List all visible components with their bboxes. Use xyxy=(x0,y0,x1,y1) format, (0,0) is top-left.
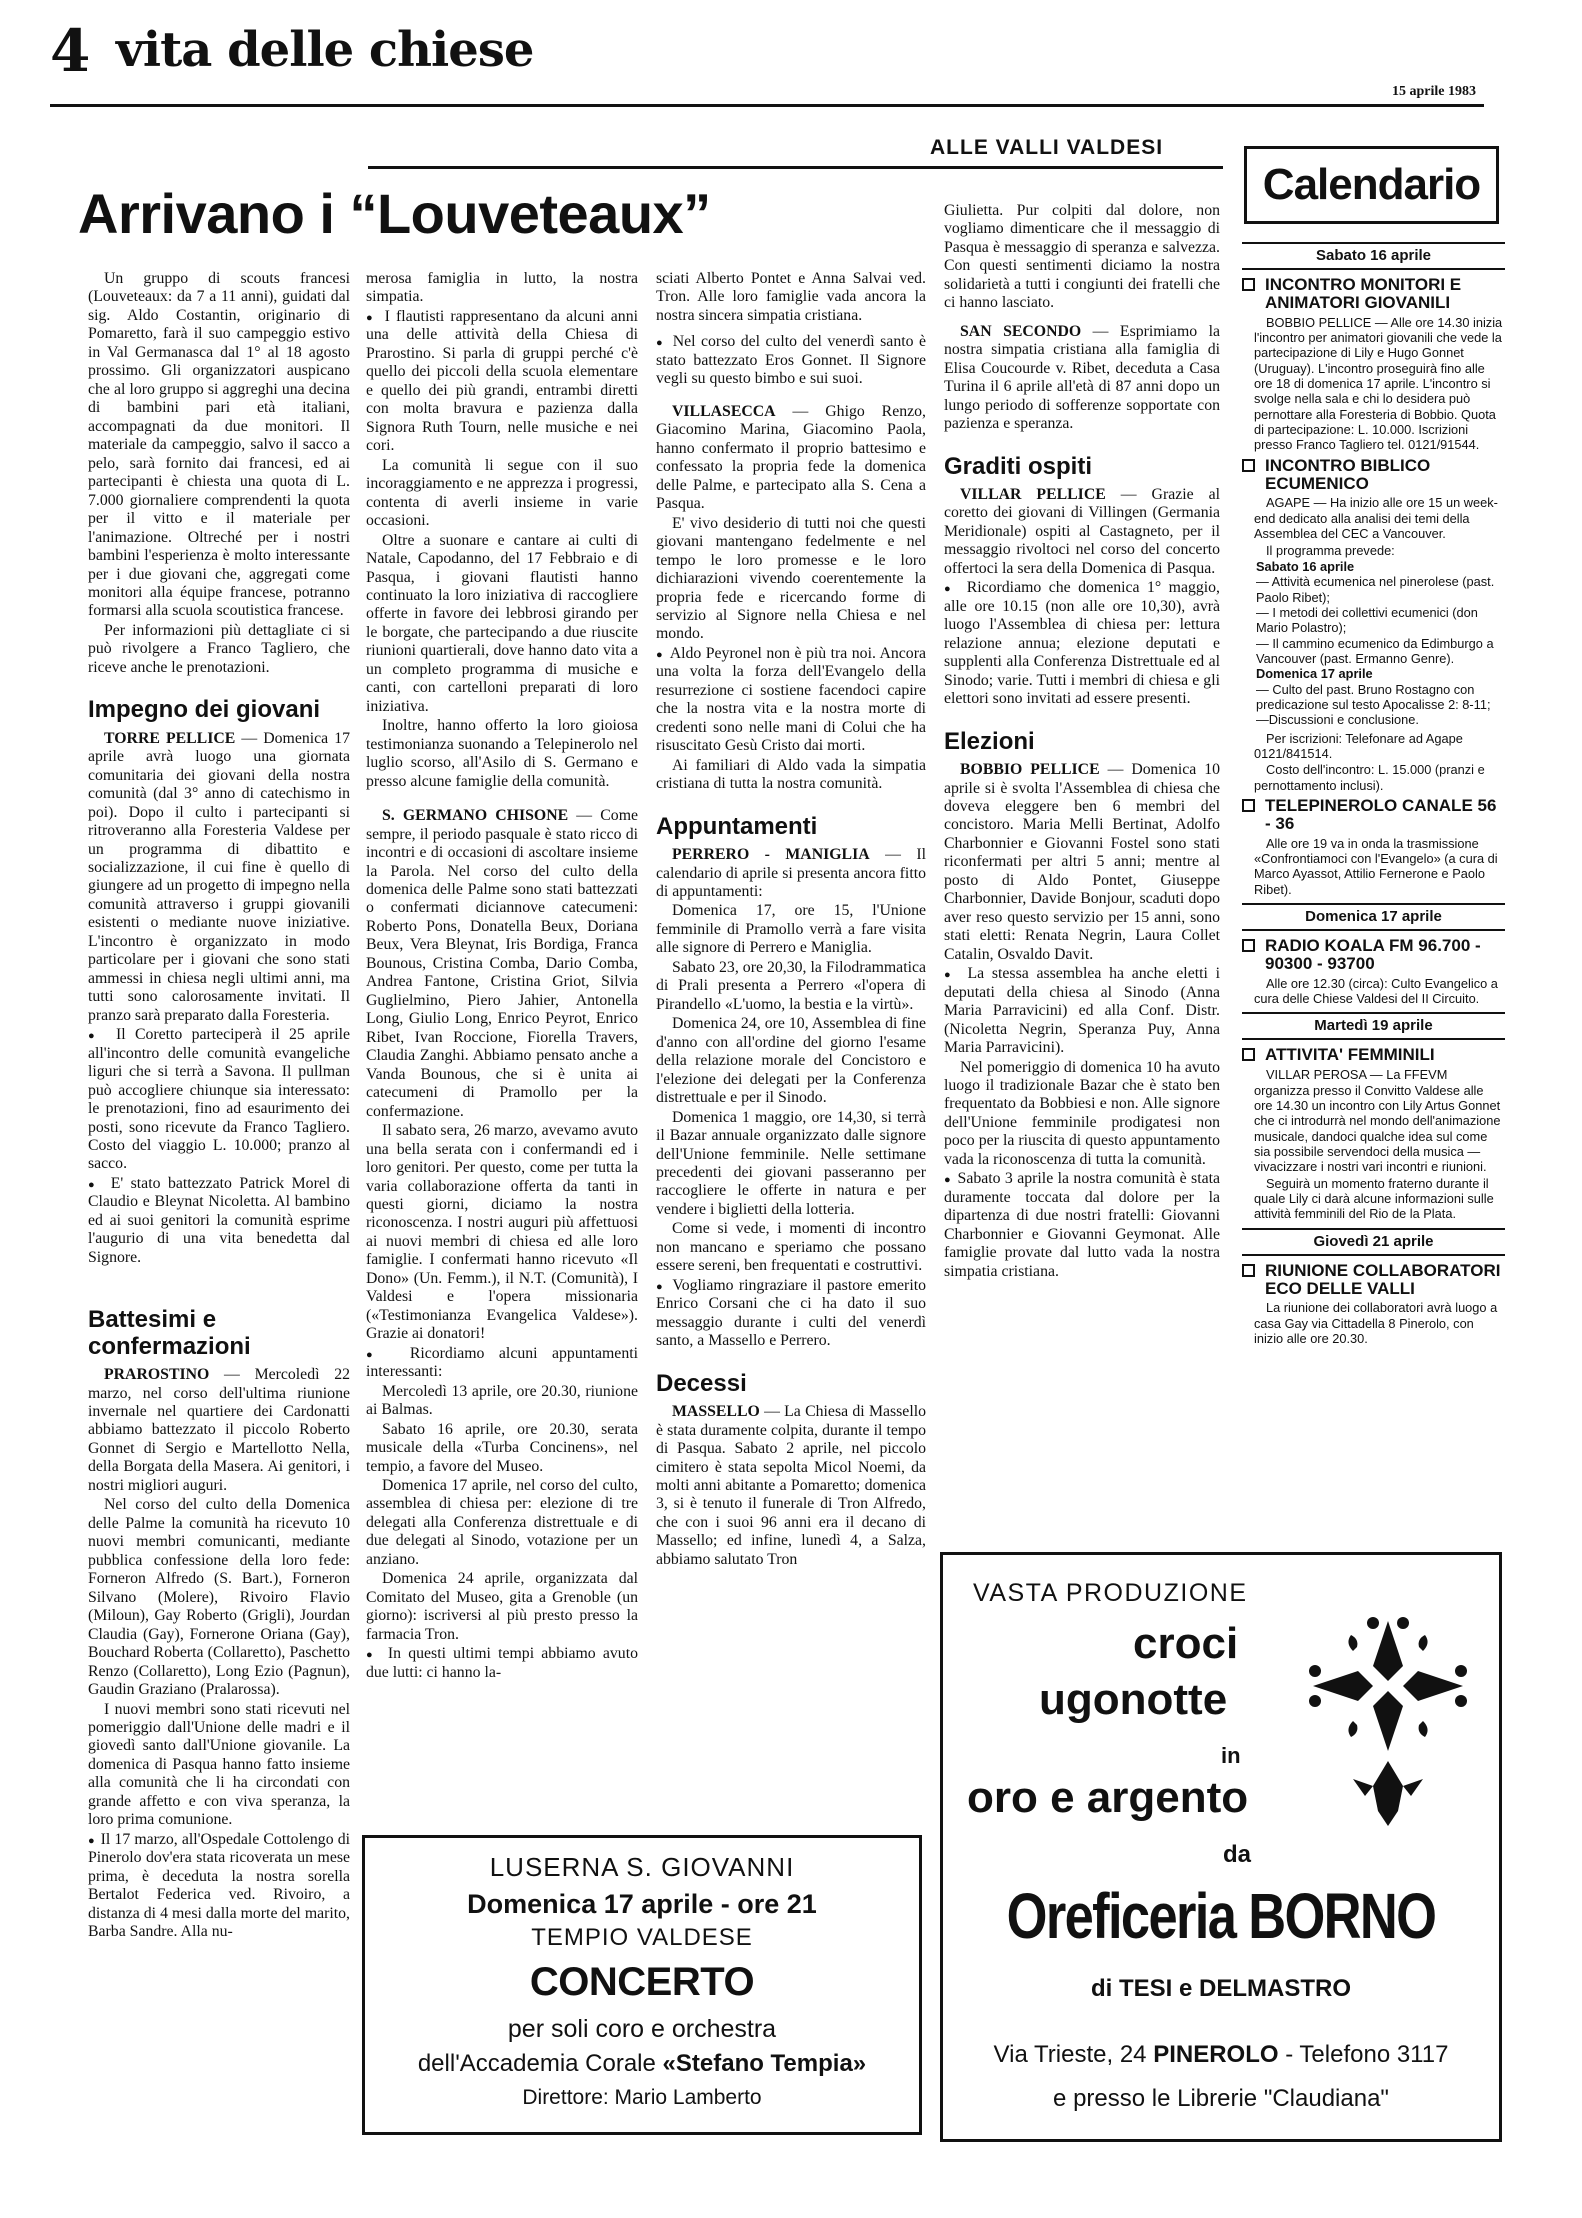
ad-line: e presso le Librerie "Claudiana" xyxy=(1053,2085,1389,2112)
ad-line: da xyxy=(1223,1841,1252,1868)
paragraph: Domenica 17 aprile, nel corso del culto, assemblea di chiesa per: elezione di tre delegati alla Conferenza distrettuale e di due delegati al Sinodo, votazione per un anziano. xyxy=(366,1477,638,1568)
paragraph: sciati Alberto Pontet e Anna Salvai ved. Tron. Alle loro famiglie vada ancora la nostra sincera simpatia cristiana. xyxy=(656,270,926,324)
paragraph: Giulietta. Pur colpiti dal dolore, non vogliamo dimenticare che il messaggio di Pasqua è messaggio di speranza e salvezza. Con questi sentimenti diciamo la nostra solidarietà a tutti i congiunti dei fratelli che ci hanno lasciato. xyxy=(944,202,1220,312)
calendar-program-list: Sabato 16 aprile — Attività ecumenica nel pinerolese (past. Paolo Ribet); — I metodi dei collettivi ecumenici (don Mario Polastro); — Il cammino ecumenico da Edimburgo a Vancouver (past. Ermanno Genre). Domenica 17 aprile — Culto del past. Bruno Rostagno con predicazione sul testo Apocalisse 2: 8-11; —Discussioni e conclusione. xyxy=(1256,558,1495,728)
place-name: MASSELLO xyxy=(672,1403,760,1421)
calendar-entry-body: Alle ore 19 va in onda la trasmissione «Confrontiamoci con l'Evangelo» (a cura di Marco Ayassot, Attilio Fernerone e Paolo Ribet). xyxy=(1254,835,1498,897)
paragraph: ● La stessa assemblea ha anche eletti i deputati della chiesa al Sinodo (Anna Maria Parravicini) ed alla Conf. Distr. (Nicoletta Negrin, Speranza Puy, Anna Maria Parravicini). xyxy=(944,965,1220,1057)
paragraph: Un gruppo di scouts francesi (Louveteaux: da 7 a 11 anni), guidati dal sig. Aldo Costantin, originario di Pomaretto, farà il suo campeggio estivo in Val Germanasca dal 1° al 18 agosto prossimo. Gli organizzatori auspicano che al loro gruppo si aggreghi una decina di bambini pari età italiani, accompagnati da due monitori. Il materiale da campeggio, salvo il sacco a pelo, sarà fornito dai francesi, ed ai partecipanti è chiesta una quota di L. 7.000 giornaliere comprendenti la quota per il vitto e il materiale per l'animazione. Oltreché per i nostri bambini l'esperienza è molto interessante per i due giovani che, aggregati come monitori alla équipe francese, potranno formarsi alla scuola scoutistica francese. xyxy=(88,270,350,620)
subheading: Impegno dei giovani xyxy=(88,696,321,724)
subheading: Elezioni xyxy=(944,727,1035,755)
paragraph: — Il calendario di aprile si presenta ancora fitto di appuntamenti: xyxy=(656,846,926,900)
masthead-rule xyxy=(50,104,1484,107)
subheading: Battesimi e confermazioni xyxy=(88,1306,251,1360)
paragraph: ● Sabato 3 aprile la nostra comunità è stata duramente toccata dal dolore per la dipartenza di due nostri fratelli: Giovanni Charbonnier e Giovanni Geymonat. Alle famiglie provate dal lutto vada la nostra simpatia cristiana. xyxy=(944,1170,1220,1281)
paragraph: ● Ricordiamo alcuni appuntamenti interessanti: xyxy=(366,1345,638,1382)
paragraph: ● Aldo Peyronel non è più tra noi. Ancora una volta la forza dell'Evangelo della resurrezione ci sostiene facendoci capire che la nostra vita e la nostra morte di credenti sono nelle mani di Colui che ha risuscitato Gesù Cristo dai morti. xyxy=(656,645,926,756)
huguenot-cross-icon xyxy=(1303,1611,1473,1831)
paragraph: — Domenica 17 aprile avrà luogo una giornata comunitaria dei giovani della nostra comunità (dal 3° anno di catechismo in poi). Dopo il culto i partecipanti si ritroveranno alla Foresteria Valdese per un programma di dibattito e socializzazione, il cui fine è quello di giungere ad un progetto di impegno nella comunità attraverso i gruppi giovanili esistenti o mediante nuove iniziative. L'incontro è organizzato in modo particolare per i giovani che sono stati ammessi in chiesa negli ultimi anni, ma tutti sono calorosamente invitati. Il pranzo sarà preparato dalla Foresteria. xyxy=(88,729,350,1024)
place-name: VILLASECCA xyxy=(672,402,776,420)
paragraph: Per informazioni più dettagliate ci si può rivolgere a Franco Tagliero, che riceve anche le prenotazioni. xyxy=(88,621,350,676)
paragraph: — Domenica 10 aprile si è svolta l'Assemblea di chiesa che doveva eleggere ben 6 membri del concistoro. Maria Melli Bertinat, Adolfo Charbonnier e Giovanni Fostel sono stati riconfermati per altri 5 anni; mentre al posto di Aldo Pontet, Giuseppe Charbonnier, Davide Bonjour, scaduti dopo aver reso questo servizio per 15 anni, sono stati eletti: Renata Negrin, Laura Collet Catalin, Osvaldo Davit. xyxy=(944,761,1220,963)
place-name: SAN SECONDO xyxy=(960,322,1082,340)
paragraph: — Grazie al coretto dei giovani di Villingen (Germania Meridionale) ospiti al Castagneto, per il messaggio rivoltoci nel corso del concerto offertoci la sera della Domenica di Pasqua. xyxy=(944,486,1220,577)
paragraph: Oltre a suonare e cantare ai culti di Natale, Capodanno, del 17 Febbraio e di Pasqua, i giovani flautisti hanno continuato la loro iniziativa di raccogliere offerte in favore dei lebbrosi girando per le borgate, che partecipando a due riuscite riunioni quartierali, dove hanno dato vita a un completo programma di musiche e canti, con cartelloni preparati di loro iniziativa. xyxy=(366,531,638,715)
place-name: VILLAR PELLICE xyxy=(960,486,1106,504)
column-1 xyxy=(88,270,350,1943)
kicker-rule xyxy=(368,166,1223,169)
paragraph: ● Nel corso del culto del venerdì santo è stato battezzato Eros Gonnet. Il Signore vegli su questo bimbo e sui suoi. xyxy=(656,333,926,388)
paragraph: Nel corso del culto della Domenica delle Palme la comunità ha ricevuto 10 nuovi membri comunicanti, mediante pubblica confessione della loro fede: Forneron Alfredo (S. Bart.), Forneron Silvano (Molere), Rivoiro Flavio (Miloun), Gay Roberto (Grigli), Jourdan Claudia (Gay), Fornerone Oriana (Gay), Bouchard Roberta (Collaretto), Paschetto Renzo (Collaretto), Long Ezio (Pagnun), Gaudin Graziano (Pralarossa). xyxy=(88,1496,350,1699)
ad-line: CONCERTO xyxy=(529,1960,755,2004)
paragraph: ● Ricordiamo che domenica 1° maggio, alle ore 10.15 (non alle ore 10,30), avrà luogo l'Assemblea di chiesa per: lettura relazione annua; elezione deputati e supplenti alla Conferenza Distrettuale ed al Sinodo; varie. Tutti i membri di chiesa e gli elettori sono invitati ad essere presenti. xyxy=(944,579,1220,708)
ad-line: Via Trieste, 24 PINEROLO - Telefono 3117 xyxy=(993,2041,1449,2068)
ad-line: Domenica 17 aprile - ore 21 xyxy=(467,1889,817,1919)
kicker: ALLE VALLI VALDESI xyxy=(930,136,1164,159)
paragraph: Sabato 23, ore 20,30, la Filodrammatica di Prali presenta a Perrero «l'opera di Pirandello «L'uomo, la bestia e la virtù». xyxy=(656,958,926,1013)
calendar-entry-title: RADIO KOALA FM 96.700 - 90300 - 93700 xyxy=(1242,937,1505,973)
calendar-entry-body: BOBBIO PELLICE — Alle ore 14.30 inizia l'incontro per animatori giovanili che vede la partecipazione di Lily e Hugo Gonnet (Uruguay). L'incontro proseguirà fino alle ore 18 di domenica 17 aprile. L'incontro si svolge nella sala e chi lo desidera può pernottare alla Foresteria di Bobbio. Quota di partecipazione: L. 10.000. Iscrizioni presso Franco Tagliero tel. 0121/91544. xyxy=(1254,314,1503,453)
paragraph: — La Chiesa di Massello è stata duramente colpita, durante il tempo di Pasqua. Sabato 2 aprile, nel piccolo cimitero è stata sepolta Micol Noemi, da molti anni abitante a Pomaretto; domenica 3, si è tenuto il funerale di Tron Alfredo, che con i suoi 96 anni era il decano di Massello; ed infine, lunedì 4, a Salza, abbiamo salutato Tron xyxy=(656,1403,926,1568)
paragraph: — Ghigo Renzo, Giacomino Marina, Giacomino Paola, hanno confermato il proprio battesimo e confessato la propria fede la domenica delle Palme, e partecipato alla S. Cena a Pasqua. xyxy=(656,402,926,513)
paragraph: Sabato 16 aprile, ore 20.30, serata musicale della «Turba Concinens», nel tempio, a favore del Museo. xyxy=(366,1420,638,1475)
paragraph: ● Il Coretto parteciperà il 25 aprile all'incontro delle comunità evangeliche liguri che si terrà a Savona. Il pullman può accogliere chiunque sia interessato: le prenotazioni, fino ad esaurimento dei posti, sono ricevute da Franco Tagliero. Costo del viaggio L. 10.000; pranzo al sacco. xyxy=(88,1026,350,1174)
ad-line: LUSERNA S. GIOVANNI xyxy=(489,1852,795,1882)
paragraph: Inoltre, hanno offerto la loro gioiosa testimonianza suonando a Telepinerolo nel luglio scorso, all'Asilo di S. Germano e presso alcune famiglie della comunità. xyxy=(366,717,638,790)
ad-line: ugonotte xyxy=(1039,1675,1228,1724)
checkbox-icon xyxy=(1242,459,1255,472)
paragraph: ● Il 17 marzo, all'Ospedale Cottolengo di Pinerolo dov'era stata ricoverata un mese prima, è deceduta la nostra sorella Bertalot Federica ved. Rivoiro, a distanza di 4 mesi dalla morte del marito, Barba Sandre. Alla nu- xyxy=(88,1831,350,1942)
paragraph: ● In questi ultimi tempi abbiamo avuto due lutti: ci hanno la- xyxy=(366,1645,638,1682)
paragraph: — Esprimiamo la nostra simpatia cristiana alla famiglia di Elisa Coucourde v. Ribet, deceduta a Casa Turina il 6 aprile all'età di 87 anni dopo un lungo periodo di sofferenze sopportate con pazienza e speranza. xyxy=(944,322,1220,433)
ad-brand: Oreficeria BORNO xyxy=(1006,1880,1436,1952)
ad-line: per soli coro e orchestra xyxy=(507,2015,777,2043)
paragraph: Mercoledì 13 aprile, ore 20.30, riunione ai Balmas. xyxy=(366,1382,638,1419)
paragraph: ● Vogliamo ringraziare il pastore emerito Enrico Corsani che ci ha dato il suo messaggio durante i culti del venerdì santo, a Massello e Perrero. xyxy=(656,1277,926,1351)
calendar-entry-body: VILLAR PEROSA — La FFEVM organizza presso il Convitto Valdese alle ore 14.30 un incontro con Lily Artus Gonnet che ci introdurrà nel mondo dell'animazione musicale, dandoci qualche idea sul come sia possibile servendoci della musica — vivacizzare i nostri vari incontri e riunioni. Seguirà un momento fraterno durante il quale Lily ci darà alcune informazioni sulle attività femminili del Rio de la Plata. xyxy=(1254,1067,1501,1222)
checkbox-icon xyxy=(1242,1264,1255,1277)
paragraph: ● I flautisti rappresentano da alcuni anni una delle attività della Chiesa di Prarostino. Si parla di gruppi perché c'è quello dei piccoli della scuola elementare e quello dei più grandi, entrambi diretti con molta bravura e pazienza dalla Signora Ruth Tourn, nelle musiche e nei cori. xyxy=(366,308,638,456)
paragraph: La comunità li segue con il suo incoraggiamento e ne apprezza i progressi, contenta di averli insieme in varie occasioni. xyxy=(366,456,638,530)
column-4 xyxy=(944,202,1220,1282)
calendar-entry-title: TELEPINEROLO CANALE 56 - 36 xyxy=(1242,797,1505,833)
place-name: PRAROSTINO xyxy=(104,1366,210,1384)
calendar-entry-body: La riunione dei collaboratori avrà luogo a casa Gay via Cittadella 8 Pinerolo, con inizio alle ore 20.30. xyxy=(1254,1300,1498,1347)
checkbox-icon xyxy=(1242,1048,1255,1061)
calendar-entry-title: INCONTRO BIBLICO ECUMENICO xyxy=(1242,457,1505,493)
checkbox-icon xyxy=(1242,278,1255,291)
ad-line: oro e argento xyxy=(967,1773,1249,1822)
calendar-entry-body: AGAPE — Ha inizio alle ore 15 un week-end dedicato alla analisi dei temi della Assemblea del CEC a Vancouver. Il programma prevede: xyxy=(1254,495,1498,558)
column-3 xyxy=(656,270,926,1570)
paragraph: — Come sempre, il periodo pasquale è stato ricco di incontri e di occasioni di ascoltare insieme la Parola. Nel corso del culto della domenica delle Palme sono stati battezzati o confermati diciannove catecumeni: Roberto Pons, Donatella Beux, Doriana Beux, Vera Bleynat, Iris Bordiga, Franca Bounous, Cristina Comba, Dario Comba, Andrea Fantone, Cristina Griot, Silvia Guglielmino, Piero Jahier, Antonella Long, Giulio Long, Enrico Peyrot, Enrico Ribet, Ivan Roccione, Fiorella Travers, Claudia Zanghi. Abbiamo pensato anche a Vanda Bounous, che si è unita ai catecumeni di Pramollo per la confermazione. xyxy=(366,807,638,1120)
paragraph: Come si vede, i momenti di incontro non mancano e speriamo che possano essere sereni, ben frequentati e costruttivi. xyxy=(656,1220,926,1275)
checkbox-icon xyxy=(1242,799,1255,812)
concert-advertisement xyxy=(362,1835,922,2135)
subheading: Appuntamenti xyxy=(656,812,818,840)
ad-line: Direttore: Mario Lamberto xyxy=(522,2086,762,2109)
paragraph: Domenica 24 aprile, organizzata dal Comitato del Museo, gita a Grenoble (un giorno): iscriversi al più presto presso la farmacia Tron. xyxy=(366,1570,638,1643)
paragraph: Nel pomeriggio di domenica 10 ha avuto luogo il tradizionale Bazar che è stato ben frequentato da Bobbiesi e non. Alle signore dell'Unione femminile prodigatesi non poco per la riuscita di questo appuntamento vada la riconoscenza di tutta la comunità. xyxy=(944,1058,1220,1168)
paragraph: Domenica 1 maggio, ore 14,30, si terrà il Bazar annuale organizzato dalle signore dell'Unione femminile. Nelle settimane precedenti dei giovani passeranno per raccogliere le offerte in natura e per vendere i biglietti della lotteria. xyxy=(656,1108,926,1218)
paragraph: Domenica 24, ore 10, Assemblea di fine d'anno con all'ordine del giorno l'esame della relazione morale del Concistoro e l'elezione dei delegati per la Conferenza distrettuale e per il Sinodo. xyxy=(656,1015,926,1107)
paragraph: — Mercoledì 22 marzo, nel corso dell'ultima riunione invernale nel quartiere dei Cardonatti abbiamo battezzato il piccolo Roberto Gonnet di Sergio e Martellotto Nella, della Borgata della Masera. Ai genitori, i nostri migliori auguri. xyxy=(88,1366,350,1494)
place-name: S. GERMANO CHISONE xyxy=(382,807,569,825)
subheading: Decessi xyxy=(656,1369,747,1397)
page-number: 4 xyxy=(50,17,91,85)
paragraph: Il sabato sera, 26 marzo, avevamo avuto una bella serata con i confermandi ed i loro genitori. Per questo, come per tutta la varia collaborazione offerta da tanti in questi giorni, diciamo la nostra riconoscenza. I nostri auguri più affettuosi ai nuovi membri di chiesa ed alle loro famiglie. I confermati hanno ricevuto «Il Dono» (Un. Femm.), il N.T. (Comunità), I Valdesi e l'opera missionaria («Testimonianza Evangelica Valdese»). Grazie ai donatori! xyxy=(366,1122,638,1343)
place-name: TORRE PELLICE xyxy=(104,729,236,747)
calendar-entry-title: INCONTRO MONITORI E ANIMATORI GIOVANILI xyxy=(1242,276,1505,312)
ad-line: dell'Accademia Corale «Stefano Tempia» xyxy=(417,2050,867,2077)
headline: Arrivano i “Louveteaux” xyxy=(78,182,711,245)
calendar-column xyxy=(1242,236,1505,1347)
calendar-day-heading: Domenica 17 aprile xyxy=(1242,903,1505,931)
column-2 xyxy=(366,270,638,1683)
ad-line: in xyxy=(1221,1743,1241,1768)
paragraph: Ai familiari di Aldo vada la simpatia cristiana di tutta la nostra comunità. xyxy=(656,756,926,793)
calendar-entry-body: Per iscrizioni: Telefonare ad Agape 0121/841514. Costo dell'incontro: L. 15.000 (pranzi e pernottamento inclusi). xyxy=(1254,730,1485,793)
checkbox-icon xyxy=(1242,939,1255,952)
paragraph: ● E' stato battezzato Patrick Morel di Claudio e Bleynat Nicoletta. Al bambino ed ai suoi genitori la comunità esprime l'augurio di una vita benedetta dal Signore. xyxy=(88,1175,350,1267)
paragraph: Domenica 17, ore 15, l'Unione femminile di Pramollo verrà a fare visita alle signore di Perrero e Maniglia. xyxy=(656,902,926,957)
ad-line: croci xyxy=(1133,1619,1239,1668)
calendar-day-heading: Martedì 19 aprile xyxy=(1242,1012,1505,1040)
ad-line: di TESI e DELMASTRO xyxy=(1090,1975,1351,2002)
calendar-day-heading: Giovedì 21 aprile xyxy=(1242,1228,1505,1256)
place-name: BOBBIO PELLICE xyxy=(960,761,1100,779)
calendar-entry-body: Alle ore 12.30 (circa): Culto Evangelico a cura delle Chiese Valdesi del II Circuito. xyxy=(1254,975,1498,1007)
ad-line: VASTA PRODUZIONE xyxy=(973,1579,1248,1607)
jeweller-advertisement xyxy=(940,1552,1502,2142)
calendar-entry-title: ATTIVITA' FEMMINILI xyxy=(1242,1046,1505,1064)
calendar-title: Calendario xyxy=(1244,146,1499,224)
ad-line: TEMPIO VALDESE xyxy=(531,1924,753,1951)
paragraph: merosa famiglia in lutto, la nostra simpatia. xyxy=(366,270,638,306)
paragraph: E' vivo desiderio di tutti noi che questi giovani mantengano fedelmente e nel tempo le loro promesse e le loro dichiarazioni vivendo coerentemente la propria fede e ricercando forme di servizio al Signore nella Chiesa e nel mondo. xyxy=(656,514,926,643)
subheading: Graditi ospiti xyxy=(944,452,1093,480)
paragraph: I nuovi membri sono stati ricevuti nel pomeriggio dall'Unione delle madri e il giovedì santo dall'Unione giovanile. La domenica di Pasqua hanno fatto insieme alla comunità che li ha circondati con grande affetto e con viva speranza, la loro prima comunione. xyxy=(88,1700,350,1829)
section-title: vita delle chiese xyxy=(116,22,534,78)
calendar-entry-title: RIUNIONE COLLABORATORI ECO DELLE VALLI xyxy=(1242,1262,1505,1298)
issue-date: 15 aprile 1983 xyxy=(1392,84,1476,99)
calendar-day-heading: Sabato 16 aprile xyxy=(1242,242,1505,270)
place-name: PERRERO - MANIGLIA xyxy=(672,846,870,864)
